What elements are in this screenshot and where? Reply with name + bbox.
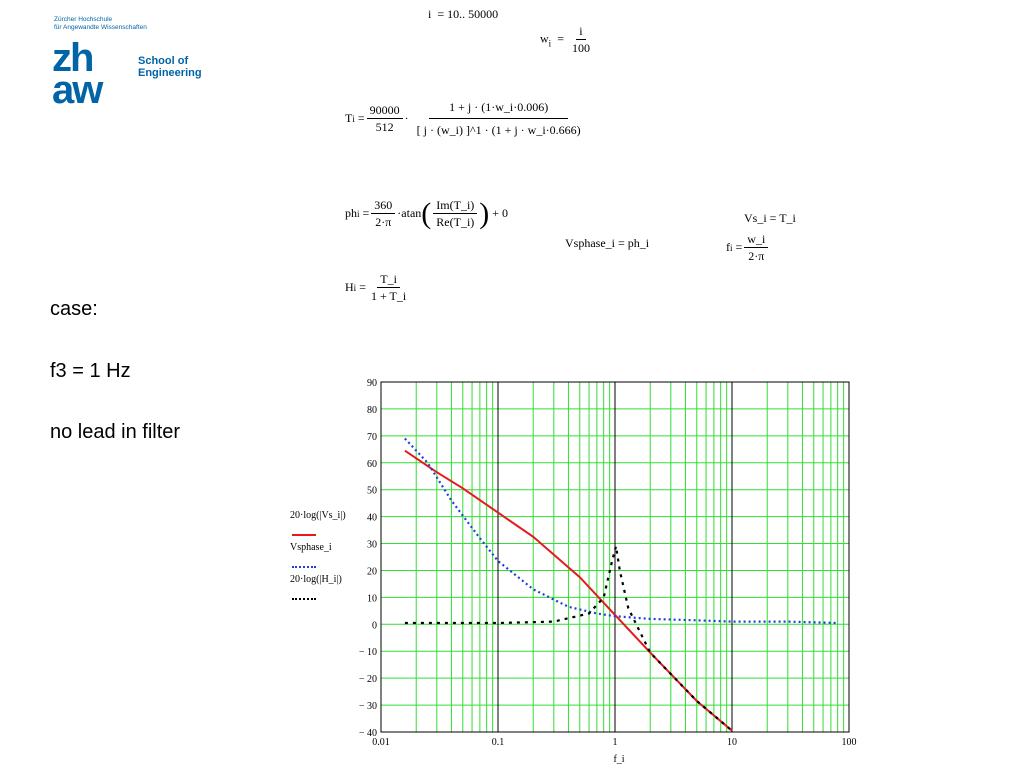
- ph-definition: [345, 198, 508, 229]
- y-tick-label: 70: [367, 431, 377, 443]
- legend-label-h: 20·log(|H_i|): [290, 574, 342, 585]
- w-fraction: [569, 24, 593, 55]
- w-var: w: [540, 31, 549, 46]
- legend-item-vs: [290, 510, 346, 542]
- t-gain-numerator: 90000: [367, 103, 403, 119]
- h-definition: [345, 272, 411, 303]
- legend-label-vsphase: Vsphase_i: [290, 542, 332, 553]
- t-var: T: [345, 111, 353, 125]
- legend-swatch-h: [292, 598, 316, 600]
- y-tick-label: − 30: [358, 701, 377, 713]
- case-label: case:: [50, 298, 98, 320]
- logo-caption-line2: für Angewandte Wissenschaften: [54, 24, 147, 31]
- f-numerator: w_i: [744, 232, 768, 248]
- y-tick-label: 10: [367, 593, 377, 605]
- t-gain-fraction: [367, 103, 403, 134]
- series-line-2: [405, 439, 838, 624]
- ph-imag: Im(T_i): [433, 198, 477, 214]
- legend-label-vs: 20·log(|Vs_i|): [290, 510, 346, 521]
- logo-caption: [54, 16, 147, 32]
- h-denominator: 1 + T_i: [370, 289, 407, 303]
- h-var: H: [345, 280, 354, 294]
- x-tick-label: 0.01: [372, 737, 390, 748]
- f-sub: i: [730, 242, 733, 253]
- chart-legend: [290, 510, 346, 606]
- y-tick-label: 40: [367, 512, 377, 524]
- equals: =: [362, 206, 370, 220]
- h-fraction: [368, 272, 409, 303]
- logo-zh: zh: [52, 36, 93, 80]
- y-tick-label: 30: [367, 539, 377, 551]
- y-tick-label: 80: [367, 404, 377, 416]
- y-tick-label: 20: [367, 566, 377, 578]
- t-transfer-numerator: 1 + j · (1·w_i·0.006): [429, 96, 568, 119]
- x-tick-label: 0.1: [491, 737, 505, 748]
- ph-scale-fraction: [371, 198, 395, 229]
- y-tick-label: − 40: [358, 728, 377, 739]
- w-numerator: i: [576, 24, 585, 40]
- y-tick-label: − 20: [358, 674, 377, 686]
- logo-school-line2: Engineering: [138, 67, 202, 79]
- ph-scale-denominator: 2·π: [375, 215, 392, 229]
- equals: =: [735, 240, 743, 254]
- legend-swatch-vsphase: [292, 566, 316, 568]
- y-tick-label: 90: [367, 378, 377, 389]
- logo-school-line1: School of: [138, 55, 189, 67]
- ph-var: ph: [345, 206, 357, 220]
- range-definition: [428, 7, 498, 22]
- equals: =: [557, 31, 564, 46]
- f-denominator: 2·π: [748, 249, 765, 263]
- vsphase-definition: Vsphase_i = ph_i: [565, 236, 650, 250]
- y-tick-label: 60: [367, 458, 377, 470]
- x-axis-label: f_i: [613, 754, 625, 765]
- equals: =: [357, 111, 365, 125]
- h-numerator: T_i: [377, 272, 400, 288]
- legend-item-h: [290, 574, 346, 606]
- t-gain-denominator: 512: [375, 120, 394, 134]
- legend-item-vsphase: [290, 542, 346, 574]
- y-tick-label: − 10: [358, 647, 377, 659]
- ph-sub: i: [357, 208, 360, 219]
- logo-aw: aw: [52, 68, 102, 112]
- ph-scale-numerator: 360: [371, 198, 395, 214]
- legend-swatch-vs: [292, 534, 316, 536]
- ph-ratio-fraction: [433, 198, 477, 229]
- bode-plot: [340, 372, 880, 768]
- y-tick-label: 50: [367, 485, 377, 497]
- w-definition: [540, 24, 595, 55]
- y-tick-label: 0: [372, 620, 377, 632]
- range-value: = 10.. 50000: [437, 7, 499, 21]
- f-definition: [726, 232, 770, 263]
- zhaw-logo: [52, 36, 102, 112]
- h-sub: i: [353, 282, 357, 293]
- paren-right: ): [479, 196, 490, 230]
- t-sub: i: [352, 113, 355, 124]
- range-var: i: [428, 7, 432, 21]
- x-tick-label: 1: [612, 737, 618, 748]
- t-transfer-denominator: [ j · (w_i) ]^1 · (1 + j · w_i·0.666): [416, 123, 581, 137]
- t-definition: T i = $\frac{90000}{512}$ · $\frac{1 + j \cdot (1\cdot w\_i\cdot 0.006)}{[ j \cdot (w\_i) ]\^{}1 \cdot (1 + j \cdot w\_i\cdot 0.666)}$: [345, 96, 589, 141]
- atan-fn: ·atan: [397, 206, 422, 220]
- logo-caption-line1: Zürcher Hochschule: [54, 16, 113, 23]
- f3-label: f3 = 1 Hz: [50, 360, 131, 382]
- f-var: f: [726, 240, 730, 254]
- ph-offset: + 0: [492, 206, 509, 220]
- w-sub: i: [548, 38, 552, 49]
- school-of-engineering: [138, 55, 202, 79]
- vs-definition: Vs_i = T_i: [744, 211, 796, 225]
- ph-real: Re(T_i): [436, 215, 475, 229]
- w-denominator: 100: [571, 41, 590, 55]
- equals: =: [359, 280, 366, 294]
- paren-left: (: [421, 196, 432, 230]
- t-transfer-fraction: [411, 96, 587, 141]
- f-fraction: [744, 232, 768, 263]
- x-tick-label: 100: [841, 737, 857, 748]
- x-tick-label: 10: [727, 737, 737, 748]
- no-lead-label: no lead in filter: [50, 421, 181, 443]
